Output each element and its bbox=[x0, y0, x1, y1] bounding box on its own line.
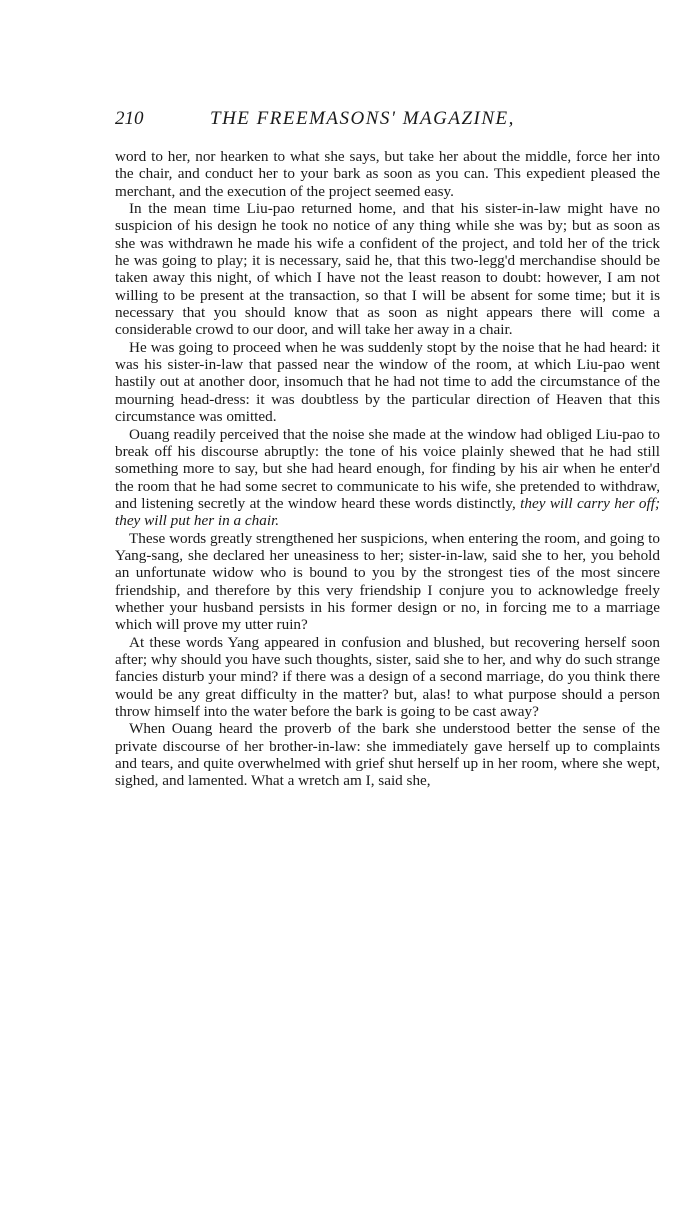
paragraph-5 bbox=[115, 530, 660, 634]
paragraph-text: word to her, nor hearken to what she says, but take her about the middle, force her into the chair, and conduct her to your bark as soon as you can. This expedient pleased the merchant, and the execution of the project seemed easy. bbox=[115, 148, 660, 200]
italic-quote: they will carry her off; they will put her in a chair. bbox=[115, 494, 661, 530]
paragraph-text: At these words Yang appeared in confusion and blushed, but recovering herself soon after; why should you have such thoughts, sister, said she to her, and why do such strange fancies disturb your mind? if there was a design of a second marriage, do you think there would be any great difficulty in the matter? but, alas! to what purpose should a person throw himself into the water before the bark is going to be cast away? bbox=[115, 633, 660, 720]
paragraph-text: Ouang readily perceived that the noise she made at the window had obliged Liu-pao to break off his discourse abruptly: the tone of his voice plainly shewed that he had still something more to say, but she had heard enough, for finding by his air when he enter'd the room that he had some secret to communicate to his wife, she pretended to withdraw, and listening secretly at the window heard these words distinctly, bbox=[115, 425, 660, 512]
body-text bbox=[115, 148, 660, 790]
paragraph-7 bbox=[115, 720, 660, 789]
paragraph-3 bbox=[115, 339, 660, 426]
paragraph-text: These words greatly strengthened her suspicions, when entering the room, and going to Yang-sang, she declared her uneasiness to her; sister-in-law, said she to her, you behold an unfortunate widow who is bound to you by the strongest ties of the most sincere friendship, and therefore by this very friendship I conjure you to acknowledge freely whether your husband persists in his former design or no, in forcing me to a marriage which will prove my utter ruin? bbox=[115, 529, 660, 634]
running-head: THE FREEMASONS' MAGAZINE, bbox=[210, 108, 515, 129]
paragraph-text: He was going to proceed when he was suddenly stopt by the noise that he had heard: it was his sister-in-law that passed near the window of the room, at which Liu-pao went hastily out at another door, insomuch that he had not time to add the circumstance of the mourning head-dress: it was doubtless by the particular direction of Heaven that this circumstance was omitted. bbox=[115, 338, 660, 426]
paragraph-1 bbox=[115, 148, 660, 200]
paragraph-2 bbox=[115, 200, 660, 339]
paragraph-text: When Ouang heard the proverb of the bark she understood better the sense of the private discourse of her brother-in-law: she immediately gave herself up to complaints and tears, and quite overwhelmed with grief shut herself up in her room, where she wept, sighed, and lamented. What a wretch am I, said she, bbox=[115, 720, 660, 790]
page-header bbox=[115, 108, 660, 138]
paragraph-6 bbox=[115, 634, 660, 721]
paragraph-text: In the mean time Liu-pao returned home, and that his sister-in-law might have no suspicion of his design he took no notice of any thing while she was by; but as soon as she was withdrawn he made his wife a confident of the project, and told her of the trick he was going to play; it is necessary, said he, that this two-legg'd merchandise should be taken away this night, of which I have not the least reason to doubt: however, I am not willing to be present at the transaction, so that I will be absent for some time; but it is necessary that you should know that as soon as night appears there will come a considerable crowd to our door, and will take her away in a chair. bbox=[115, 200, 660, 339]
paragraph-4 bbox=[115, 426, 660, 530]
page-number: 210 bbox=[115, 108, 144, 129]
